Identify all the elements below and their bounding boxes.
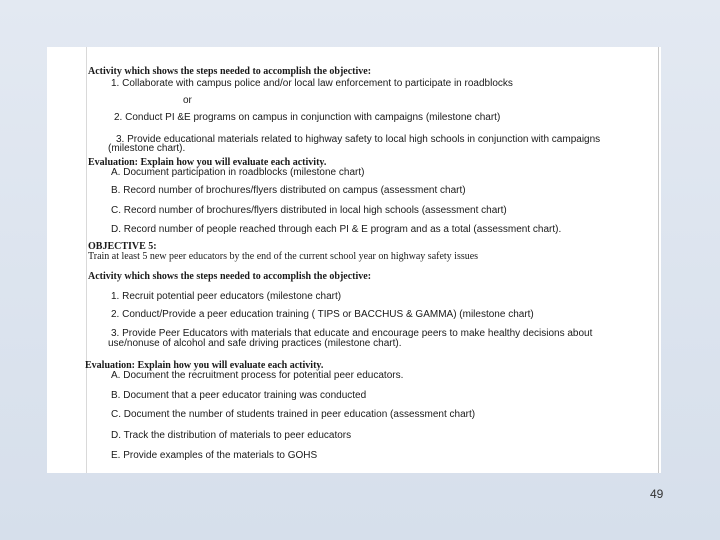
activity-heading-1: Activity which shows the steps needed to accomplish the objective: <box>88 66 372 77</box>
activity-2-item-2: 2. Conduct/Provide a peer education training ( TIPS or BACCHUS & GAMMA) (milestone chart) <box>111 309 534 320</box>
activity-item-1: 1. Collaborate with campus police and/or local law enforcement to participate in roadblocks <box>111 78 513 89</box>
evaluation-heading-1: Evaluation: Explain how you will evaluate each activity. <box>88 157 327 168</box>
activity-2-item-3-cont: use/nonuse of alcohol and safe driving practices (milestone chart). <box>108 338 402 349</box>
evaluation-2-item-b: B. Document that a peer educator training was conducted <box>111 390 367 401</box>
evaluation-item-a: A. Document participation in roadblocks (milestone chart) <box>111 167 365 178</box>
evaluation-2-item-e: E. Provide examples of the materials to GOHS <box>111 450 318 461</box>
page-number: 49 <box>650 487 664 501</box>
evaluation-heading-2: Evaluation: Explain how you will evaluate each activity. <box>85 360 324 371</box>
activity-heading-2: Activity which shows the steps needed to accomplish the objective: <box>88 271 372 282</box>
right-margin-rule <box>658 47 659 473</box>
objective-5-text: Train at least 5 new peer educators by the end of the current school year on highway safety issues <box>88 251 479 262</box>
activity-item-3: 3. Provide educational materials related to highway safety to local high schools in conjunction with campaigns <box>116 134 601 145</box>
activity-or: or <box>183 95 192 106</box>
left-margin-rule <box>86 47 87 473</box>
document-image <box>47 47 661 473</box>
activity-2-item-3: 3. Provide Peer Educators with materials that educate and encourage peers to make healthy decisions about <box>111 328 593 339</box>
activity-item-2: 2. Conduct PI &E programs on campus in conjunction with campaigns (milestone chart) <box>114 112 501 123</box>
evaluation-item-b: B. Record number of brochures/flyers distributed on campus (assessment chart) <box>111 185 466 196</box>
evaluation-2-item-a: A. Document the recruitment process for potential peer educators. <box>111 370 404 381</box>
activity-item-3-cont: (milestone chart). <box>108 143 186 154</box>
evaluation-item-d: D. Record number of people reached through each PI & E program and as a total (assessment chart). <box>111 224 562 235</box>
activity-2-item-1: 1. Recruit potential peer educators (milestone chart) <box>111 291 342 302</box>
objective-5-heading: OBJECTIVE 5: <box>88 241 157 252</box>
evaluation-item-c: C. Record number of brochures/flyers distributed in local high schools (assessment chart) <box>111 205 507 216</box>
evaluation-2-item-d: D. Track the distribution of materials to peer educators <box>111 430 352 441</box>
evaluation-2-item-c: C. Document the number of students trained in peer education (assessment chart) <box>111 409 476 420</box>
